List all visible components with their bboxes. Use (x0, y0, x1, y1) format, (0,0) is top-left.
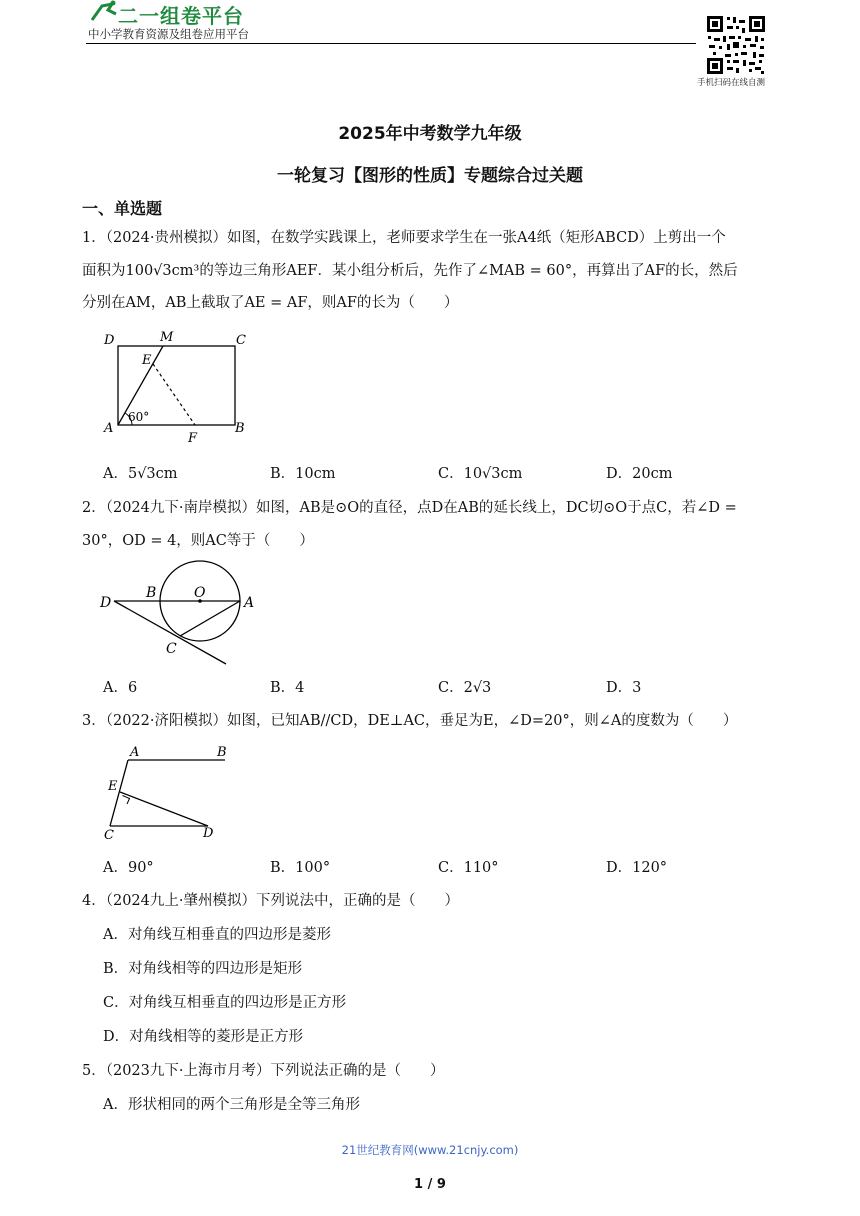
label-d: D (100, 595, 112, 611)
qr-code-icon[interactable] (705, 14, 767, 76)
label-e: E (108, 779, 118, 794)
runner-logo-icon (86, 0, 120, 24)
q5-stem-line1: 5．（2023九下·上海市月考）下列说法正确的是（ ） (82, 1063, 445, 1079)
label-e: E (142, 353, 152, 368)
line-ef (153, 364, 195, 425)
q4-option-c[interactable]: C．对角线互相垂直的四边形是正方形 (103, 995, 347, 1011)
label-a: A (244, 595, 255, 611)
q3-figure (100, 740, 240, 840)
label-c: C (236, 333, 246, 348)
q4-option-b[interactable]: B．对角线相等的四边形是矩形 (103, 961, 303, 977)
label-c: C (166, 641, 177, 657)
label-d: D (203, 826, 214, 840)
q1-option-c[interactable]: C．10√3cm (438, 466, 523, 482)
q4-option-a[interactable]: A．对角线互相垂直的四边形是菱形 (103, 927, 331, 943)
doc-subtitle: 一轮复习【图形的性质】专题综合过关题 (277, 166, 583, 186)
label-f: F (188, 431, 198, 446)
q5-option-a[interactable]: A．形状相同的两个三角形是全等三角形 (103, 1097, 360, 1113)
footer-site-link[interactable]: 21世纪教育网(www.21cnjy.com) (341, 1143, 519, 1157)
q3-option-d[interactable]: D．120° (606, 860, 668, 876)
q4-stem-line1: 4．（2024九上·肇州模拟）下列说法中，正确的是（ ） (82, 893, 459, 909)
label-a: A (104, 421, 114, 436)
q1-stem-line3: 分别在AM，AB上截取了AE = AF，则AF的长为（ ） (82, 295, 459, 311)
q1-option-d[interactable]: D．20cm (606, 466, 673, 482)
q1-option-a[interactable]: A．5√3cm (103, 466, 178, 482)
q2-stem-line1: 2．（2024九下·南岸模拟）如图，AB是⊙O的直径，点D在AB的延长线上，DC切⊙O于点C，若∠D = (82, 500, 737, 516)
label-o: O (194, 585, 206, 601)
qr-caption: 手机扫码在线自测 (697, 78, 766, 88)
q3-stem-line1: 3．（2022·济阳模拟）如图，已知AB//CD，DE⊥AC，垂足为E，∠D=20°，则∠A的度数为（ ） (82, 713, 738, 729)
q2-option-a[interactable]: A．6 (103, 680, 138, 696)
right-angle-mark (123, 796, 130, 805)
q4-option-d[interactable]: D．对角线相等的菱形是正方形 (103, 1029, 304, 1045)
q1-stem-line1: 1．（2024·贵州模拟）如图，在数学实践课上，老师要求学生在一张A4纸（矩形ABCD）上剪出一个 (82, 230, 726, 246)
q1-figure (98, 326, 258, 446)
doc-title: 2025年中考数学九年级 (338, 124, 522, 144)
q2-option-c[interactable]: C．2√3 (438, 680, 492, 696)
page-number: 1 / 9 (414, 1177, 446, 1192)
label-a: A (130, 745, 140, 760)
label-c: C (104, 828, 114, 840)
line-ca (180, 601, 240, 636)
q2-figure (98, 554, 268, 669)
brand-name: 二一组卷平台 (118, 4, 244, 28)
label-d: D (104, 333, 115, 348)
line-ed (120, 792, 208, 826)
q2-option-d[interactable]: D．3 (606, 680, 642, 696)
label-angle: 60° (128, 410, 150, 424)
q3-option-a[interactable]: A．90° (103, 860, 154, 876)
q1-option-b[interactable]: B．10cm (270, 466, 336, 482)
q3-option-c[interactable]: C．110° (438, 860, 499, 876)
header-divider (86, 43, 696, 44)
label-m: M (160, 330, 174, 345)
label-b: B (146, 585, 157, 601)
q3-option-b[interactable]: B．100° (270, 860, 331, 876)
header-tagline: 中小学教育资源及组卷应用平台 (88, 27, 249, 41)
brand-logo (86, 0, 120, 24)
q2-stem-line2: 30°，OD = 4，则AC等于（ ） (82, 533, 314, 549)
section-heading: 一、单选题 (82, 199, 163, 218)
q1-stem-line2: 面积为100√3cm³的等边三角形AEF．某小组分析后，先作了∠MAB = 60°，再算出了AF的长，然后 (82, 263, 738, 279)
label-b: B (217, 745, 227, 760)
q2-option-b[interactable]: B．4 (270, 680, 305, 696)
label-b: B (235, 421, 245, 436)
